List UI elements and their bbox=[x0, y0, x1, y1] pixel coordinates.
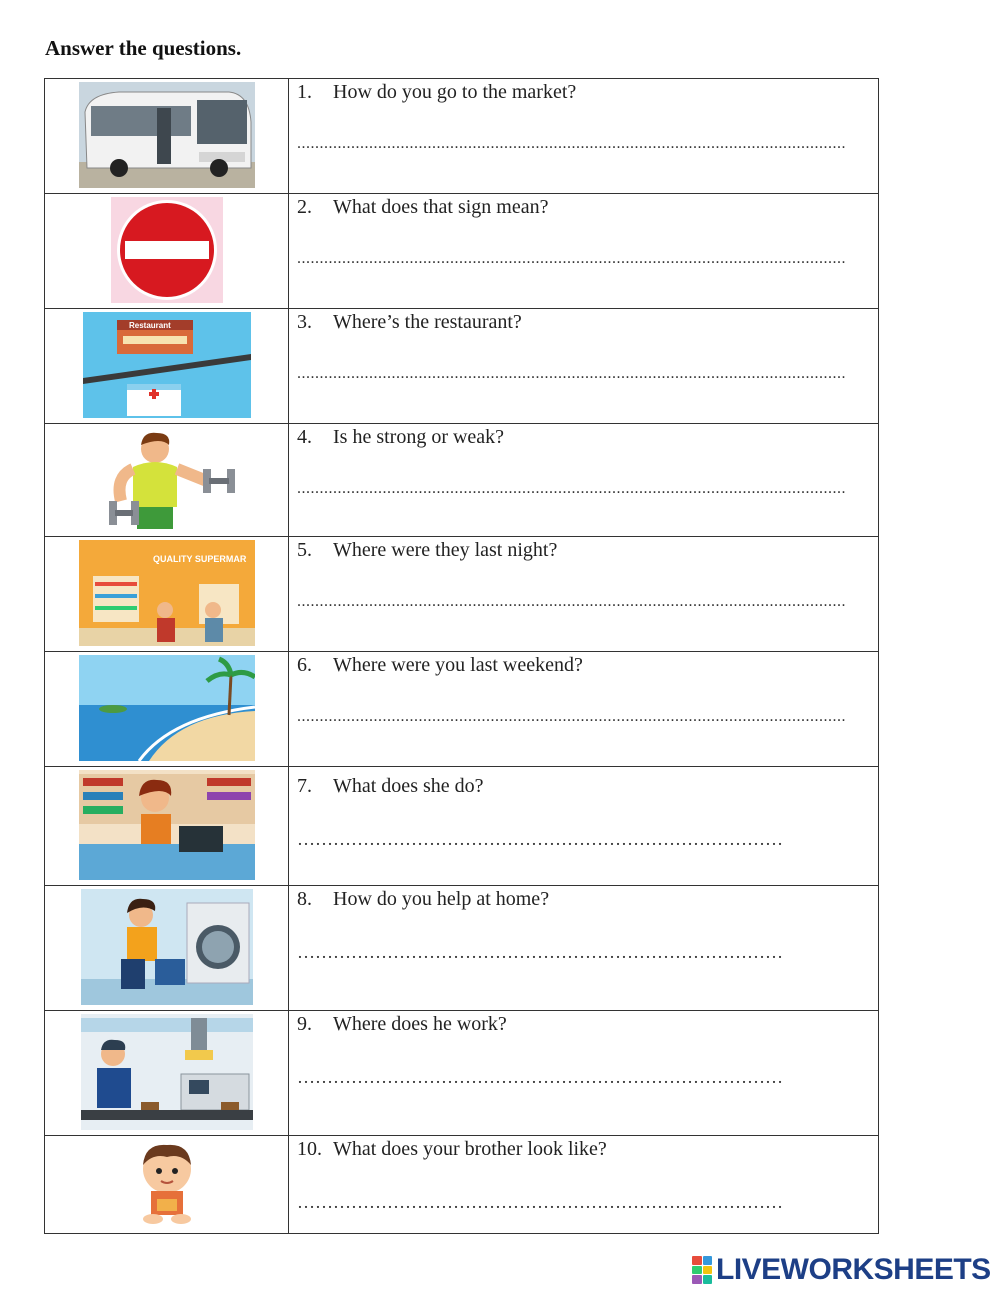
question-cell bbox=[289, 309, 879, 424]
question-row bbox=[45, 537, 879, 652]
question-number: 4. bbox=[297, 426, 312, 448]
question-number: 8. bbox=[297, 888, 312, 910]
little-boy-picture bbox=[131, 1139, 203, 1225]
question-cell bbox=[289, 79, 879, 194]
question-cell bbox=[289, 767, 879, 886]
question-row bbox=[45, 1136, 879, 1234]
picture-cell bbox=[45, 1136, 289, 1234]
answer-line[interactable]: ……………………………………………………………………… bbox=[297, 942, 783, 962]
picture-cell bbox=[45, 1011, 289, 1136]
question-text: How do you help at home? bbox=[333, 888, 550, 910]
answer-line[interactable]: .......................................................................................................................... bbox=[297, 708, 846, 725]
question-text: What does your brother look like? bbox=[333, 1138, 607, 1160]
restaurant-and-hospital-picture bbox=[83, 312, 251, 418]
answer-line[interactable]: ……………………………………………………………………… bbox=[297, 1067, 783, 1087]
cashier-picture bbox=[79, 770, 255, 880]
question-number: 5. bbox=[297, 539, 312, 561]
no-entry-sign-picture bbox=[111, 197, 223, 303]
question-text: Where’s the restaurant? bbox=[333, 311, 522, 333]
question-cell bbox=[289, 886, 879, 1011]
picture-cell bbox=[45, 309, 289, 424]
question-row bbox=[45, 424, 879, 537]
question-text: How do you go to the market? bbox=[333, 81, 577, 103]
question-cell bbox=[289, 652, 879, 767]
picture-cell bbox=[45, 424, 289, 537]
bus-picture bbox=[79, 82, 255, 188]
question-text: What does she do? bbox=[333, 775, 484, 797]
answer-line[interactable]: ……………………………………………………………………… bbox=[297, 829, 783, 849]
worksheet-title: Answer the questions. bbox=[45, 36, 242, 60]
supermarket-sign-text: QUALITY SUPERMAR bbox=[152, 554, 246, 564]
question-row bbox=[45, 1011, 879, 1136]
question-row bbox=[45, 886, 879, 1011]
question-number: 3. bbox=[297, 311, 312, 333]
answer-line[interactable]: .......................................................................................................................... bbox=[297, 480, 846, 497]
question-number: 2. bbox=[297, 196, 312, 218]
question-text: What does that sign mean? bbox=[333, 196, 549, 218]
beach-picture bbox=[79, 655, 255, 761]
logo-mark-icon bbox=[692, 1256, 712, 1284]
supermarket-picture bbox=[79, 540, 255, 646]
factory-worker-picture bbox=[81, 1014, 253, 1130]
picture-cell bbox=[45, 194, 289, 309]
question-text: Where were you last weekend? bbox=[333, 654, 583, 676]
question-cell bbox=[289, 424, 879, 537]
picture-cell bbox=[45, 886, 289, 1011]
question-cell bbox=[289, 194, 879, 309]
picture-cell bbox=[45, 767, 289, 886]
question-cell bbox=[289, 1011, 879, 1136]
question-text: Where does he work? bbox=[333, 1013, 507, 1035]
question-number: 9. bbox=[297, 1013, 312, 1035]
questions-table bbox=[44, 78, 879, 1234]
question-row bbox=[45, 652, 879, 767]
liveworksheets-logo bbox=[692, 1252, 991, 1288]
question-number: 10. bbox=[297, 1138, 322, 1160]
question-row bbox=[45, 79, 879, 194]
question-row bbox=[45, 194, 879, 309]
answer-line[interactable]: .......................................................................................................................... bbox=[297, 365, 846, 382]
question-row bbox=[45, 767, 879, 886]
question-row bbox=[45, 309, 879, 424]
picture-cell bbox=[45, 652, 289, 767]
picture-cell bbox=[45, 537, 289, 652]
question-text: Is he strong or weak? bbox=[333, 426, 505, 448]
question-number: 7. bbox=[297, 775, 312, 797]
restaurant-sign-text: Restaurant bbox=[128, 321, 171, 330]
answer-line[interactable]: .......................................................................................................................... bbox=[297, 250, 846, 267]
answer-line[interactable]: .......................................................................................................................... bbox=[297, 135, 846, 152]
logo-text: LIVEWORKSHEETS bbox=[716, 1253, 991, 1286]
question-number: 6. bbox=[297, 654, 312, 676]
question-number: 1. bbox=[297, 81, 312, 103]
man-lifting-dumbbells-picture bbox=[97, 427, 237, 531]
question-text: Where were they last night? bbox=[333, 539, 558, 561]
picture-cell bbox=[45, 79, 289, 194]
answer-line[interactable]: .......................................................................................................................... bbox=[297, 593, 846, 610]
woman-doing-laundry-picture bbox=[81, 889, 253, 1005]
answer-line[interactable]: ……………………………………………………………………… bbox=[297, 1192, 783, 1212]
question-cell bbox=[289, 1136, 879, 1234]
question-cell bbox=[289, 537, 879, 652]
